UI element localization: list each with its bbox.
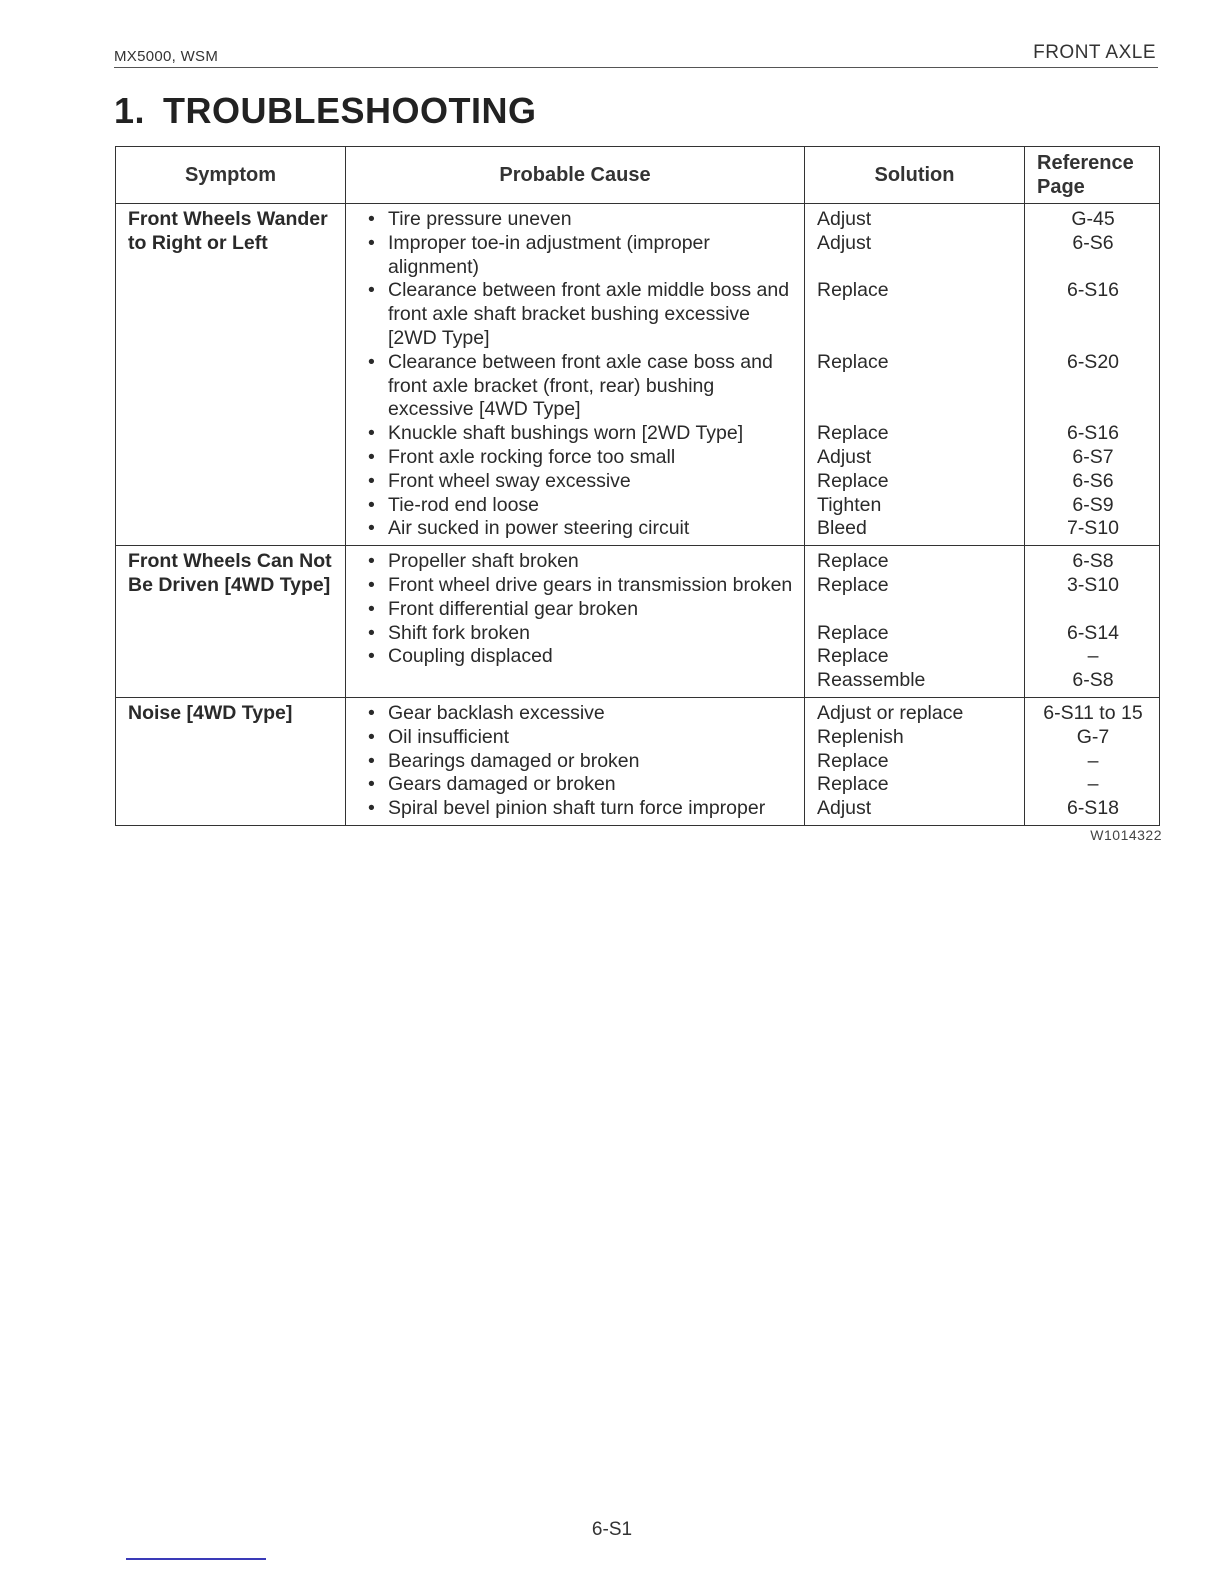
page-number: 6-S1	[591, 1519, 633, 1540]
cause-item: • Spiral bevel pinion shaft turn force improper	[358, 797, 794, 821]
header-probable-cause: Probable Cause	[346, 147, 805, 204]
solution-line: Adjust	[817, 797, 872, 820]
solution-line: Replace	[817, 422, 889, 445]
reference-line: 6-S16	[1066, 279, 1120, 302]
reference-line: 6-S9	[1072, 493, 1114, 516]
solution-line	[817, 598, 1014, 622]
header-symptom: Symptom	[116, 147, 346, 204]
header-section: FRONT AXLE	[1033, 42, 1156, 63]
cause-item: • Bearings damaged or broken	[358, 750, 794, 774]
cause-item: • Gears damaged or broken	[358, 773, 794, 797]
section-number: 1.	[114, 90, 146, 131]
cause-cell	[346, 697, 805, 825]
cause-cell	[346, 204, 805, 546]
solution-cell	[805, 697, 1025, 825]
solution-line: Replace	[817, 573, 889, 596]
reference-line	[1037, 398, 1149, 422]
header-ref-line1: Reference	[1037, 152, 1134, 174]
reference-line: –	[1087, 645, 1099, 668]
reference-line: 6-S20	[1066, 350, 1120, 373]
cause-cell	[346, 546, 805, 698]
reference-line	[1037, 375, 1149, 399]
cause-item: • Front differential gear broken	[358, 598, 794, 622]
troubleshooting-table	[115, 146, 1160, 826]
header-reference-page	[1025, 147, 1160, 204]
cause-item: • Improper toe-in adjustment (improper alignment)	[358, 232, 794, 280]
table-row	[116, 697, 1160, 825]
cause-item: • Oil insufficient	[358, 726, 794, 750]
cause-item: • Clearance between front axle middle boss and front axle shaft bracket bushing excessive [2WD Type]	[358, 279, 794, 350]
reference-line: 3-S10	[1066, 573, 1120, 596]
solution-line: Replace	[817, 279, 889, 302]
solution-line	[817, 327, 1014, 351]
reference-line: 6-S8	[1072, 669, 1114, 692]
reference-line	[1037, 303, 1149, 327]
reference-line: 6-S11 to 15	[1043, 701, 1143, 724]
reference-line: –	[1087, 749, 1099, 772]
reference-line: –	[1087, 773, 1099, 796]
symptom-cell: Front Wheels Wander to Right or Left	[116, 204, 346, 546]
header-divider	[114, 67, 1158, 68]
solution-line: Tighten	[817, 493, 882, 516]
cause-item: • Clearance between front axle case boss and front axle bracket (front, rear) bushing excessive [4WD Type]	[358, 351, 794, 422]
cause-item: • Front axle rocking force too small	[358, 446, 794, 470]
solution-line	[817, 375, 1014, 399]
header-model: MX5000, WSM	[114, 48, 219, 65]
solution-line: Replace	[817, 550, 889, 573]
reference-cell	[1025, 697, 1160, 825]
solution-line: Replace	[817, 645, 889, 668]
reference-line: 6-S6	[1072, 231, 1114, 254]
symptom-cell: Noise [4WD Type]	[116, 697, 346, 825]
solution-line: Replace	[817, 621, 889, 644]
cause-item: • Air sucked in power steering circuit	[358, 517, 794, 541]
solution-line: Bleed	[817, 517, 867, 540]
solution-line	[817, 256, 1014, 280]
reference-line	[1037, 598, 1149, 622]
cause-item: • Front wheel sway excessive	[358, 470, 794, 494]
solution-line: Replace	[817, 773, 889, 796]
reference-line: 6-S16	[1066, 422, 1120, 445]
cause-item: • Shift fork broken	[358, 622, 794, 646]
section-title: TROUBLESHOOTING	[163, 90, 537, 131]
solution-line: Replace	[817, 469, 889, 492]
reference-cell	[1025, 204, 1160, 546]
reference-line: 6-S8	[1072, 550, 1114, 573]
solution-line: Adjust or replace	[817, 701, 964, 724]
table-row	[116, 546, 1160, 698]
page-title	[114, 90, 537, 132]
cause-item: • Front wheel drive gears in transmission broken	[358, 574, 794, 598]
cause-item: • Knuckle shaft bushings worn [2WD Type]	[358, 422, 794, 446]
footer-rule	[126, 1558, 266, 1560]
solution-line: Replace	[817, 350, 889, 373]
reference-line: 6-S18	[1066, 797, 1120, 820]
reference-cell	[1025, 546, 1160, 698]
reference-line: 6-S6	[1072, 469, 1114, 492]
header-solution: Solution	[805, 147, 1025, 204]
reference-line: 6-S14	[1066, 621, 1120, 644]
solution-line: Replenish	[817, 725, 904, 748]
solution-line: Adjust	[817, 208, 872, 230]
solution-line	[817, 398, 1014, 422]
solution-line: Replace	[817, 749, 889, 772]
reference-line	[1037, 256, 1149, 280]
solution-cell	[805, 204, 1025, 546]
solution-cell	[805, 546, 1025, 698]
table-row	[116, 204, 1160, 546]
cause-item: • Tire pressure uneven	[358, 208, 794, 232]
symptom-cell: Front Wheels Can Not Be Driven [4WD Type]	[116, 546, 346, 698]
solution-line: Adjust	[817, 445, 872, 468]
reference-line: G-7	[1076, 725, 1110, 748]
reference-line: 7-S10	[1066, 517, 1120, 540]
table-header-row	[116, 147, 1160, 204]
header-ref-line2: Page	[1037, 176, 1085, 198]
document-id: W1014322	[1090, 827, 1162, 843]
solution-line: Adjust	[817, 231, 872, 254]
cause-item: • Gear backlash excessive	[358, 702, 794, 726]
reference-line: 6-S7	[1072, 445, 1114, 468]
cause-item: • Propeller shaft broken	[358, 550, 794, 574]
solution-line: Reassemble	[817, 669, 926, 692]
solution-line	[817, 303, 1014, 327]
reference-line	[1037, 327, 1149, 351]
reference-line: G-45	[1071, 208, 1115, 230]
cause-item: • Tie-rod end loose	[358, 494, 794, 518]
cause-item: • Coupling displaced	[358, 645, 794, 669]
